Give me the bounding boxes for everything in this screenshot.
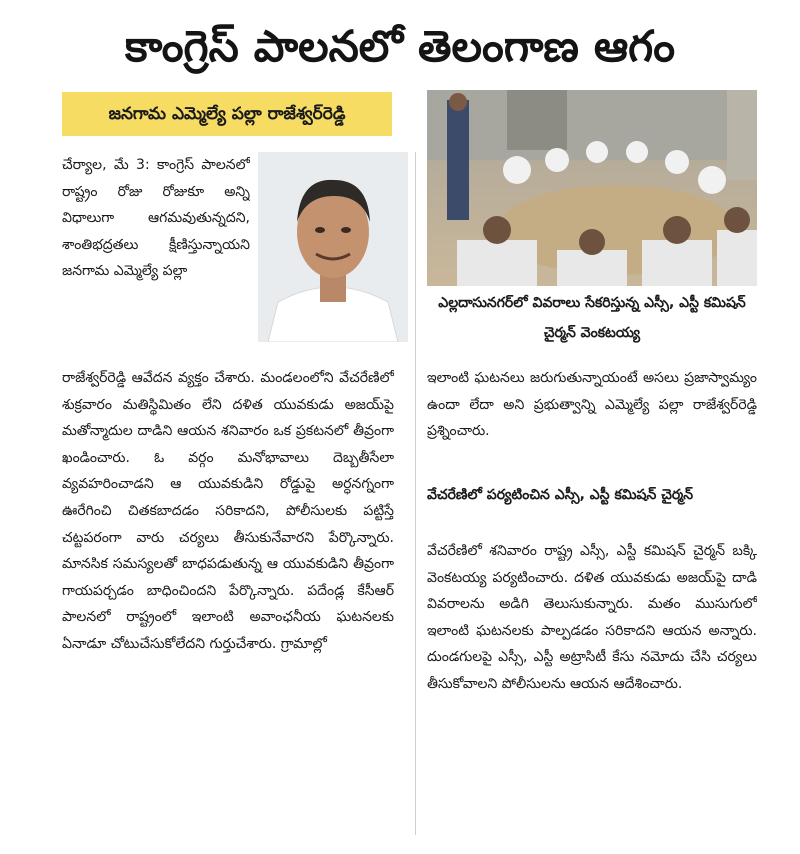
portrait-photo [258,152,408,342]
column-divider [415,152,416,835]
portrait-figure [258,152,408,342]
kicker-banner: జనగామ ఎమ్మెల్యే పల్లా రాజేశ్వర్‌రెడ్డి [62,92,392,136]
group-meeting-photo [427,90,757,286]
group-scene [427,90,757,286]
paragraph-continuation: ఇలాంటి ఘటనలు జరుగుతున్నాయంటే అసలు ప్రజాస్వామ్యం ఉందా లేదా అని ప్రభుత్వాన్ని ఎమ్మెల్యే పల్లా రాజేశ్వర్‌రెడ్డి ప్రశ్నించారు. [427,370,757,440]
headline: కాంగ్రెస్ పాలనలో తెలంగాణ ఆగం [124,22,676,72]
paragraph-intro: చేర్యాల, మే 3: కాంగ్రెస్ పాలనలో రాష్ట్రం రోజు రోజుకూ అన్ని విధాలుగా ఆగమవుతున్నదని, శాంతిభద్రతలు క్షీణిస్తున్నాయని జనగామ ఎమ్మెల్యే పల్లా [62,157,250,280]
photo-caption: ఎల్లదాసునగర్‌లో వివరాలు సేకరిస్తున్న ఎస్సీ, ఎస్టీ కమిషన్ చైర్మన్ వెంకటయ్య [438,295,746,341]
subheading: వేచరేణిలో పర్యటించిన ఎస్సీ, ఎస్టీ కమిషన్ చైర్మన్ [427,487,694,503]
paragraph-commission: వేచరేణిలో శనివారం రాష్ట్ర ఎస్సీ, ఎస్టీ కమిషన్ చైర్మన్ బక్కి వెంకటయ్య పర్యటించారు. దళిత యువకుడు అజయ్‌పై దాడి వివరాలను అడిగి తెలుసుకున్నారు. మతం ముసుగులో ఇలాంటి ఘటనలకు పాల్పడడం సరికాదని ఆయన అన్నారు. దుండగులపై ఎస్సీ, ఎస్టీ అట్రాసిటీ కేసు నమోదు చేసి చర్యలు తీసుకోవాలని పోలీసులను ఆయన ఆదేశించారు. [427,543,757,692]
paragraph-main: రాజేశ్వర్‌రెడ్డి ఆవేదన వ్యక్తం చేశారు. మండలంలోని వేచరేణిలో శుక్రవారం మతిస్థిమితం లేని దళిత యువకుడు అజయ్‌పై మతోన్మాదుల దాడిని ఆయన శనివారం ఒక ప్రకటనలో తీవ్రంగా ఖండించారు. ఓ వర్గం మనోభావాలు దెబ్బతీసేలా వ్యవహరించాడని ఆ యువకుడిని రోడ్డుపై అర్ధనగ్నంగా ఊరేగించి చితకబాదడం సరికాదని, పోలీసులకు పట్టిస్తే చట్టపరంగా వారు చర్యలు తీసుకునేవారని పేర్కొన్నారు. మానసిక సమస్యలతో బాధపడుతున్న ఆ యువకుడిని తీవ్రంగా గాయపర్చడం బాధించిందని పేర్కొన్నారు. పదేండ్ల కేసీఆర్ పాలనలో రాష్ట్రంలో ఇలాంటి అవాంఛనీయ ఘటనలకు ఏనాడూ చోటుచేసుకోలేదని గుర్తుచేశారు. గ్రామాల్లో [62,370,394,652]
